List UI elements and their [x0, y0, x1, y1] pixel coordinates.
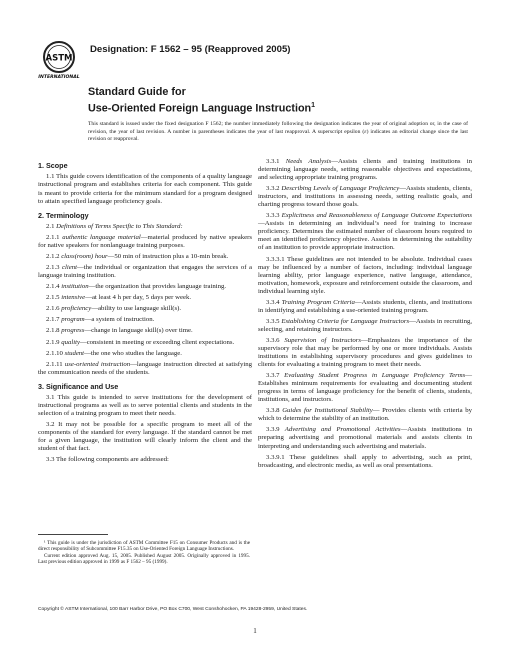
document-title [88, 86, 315, 116]
designation: Designation: F 1562 – 95 (Reapproved 2005) [90, 44, 291, 55]
section-1-heading: 1. Scope [38, 161, 68, 170]
para-3-3-3: 3.3.3 Explicitness and Reasonableness of Language Outcome Expectations—Assists in determining an individual’s need for training to increase proficiency. Determines the estimated number of classroom hours required to meet an identified proficiency objective. Assists in determining the suitability of an institution to provide appropriate instruction. [258, 212, 473, 252]
section-3-heading: 3. Significance and Use [38, 381, 119, 391]
footnote-2: Current edition approved Aug. 15, 2005. Published August 2005. Originally approved in 1995. Last previous edition approved in 1999 as F 1562 – 95 (1999). [38, 552, 250, 566]
para-3-3-6: 3.3.6 Supervision of Instructors—Emphasizes the importance of the supervisory role that may be performed by one or more individuals. Assists institutions in establishing supervisory procedures and gives guidelines to clients for evaluating a training program to meet their needs. [258, 336, 473, 369]
para-2-1-6: 2.1.6 proficiency—ability to use language skill(s). [46, 305, 182, 313]
section-2-heading: 2. Terminology [38, 210, 89, 220]
para-3-3-8: 3.3.8 Guides for Institutional Stability— Provides clients with criteria by which to determine the stability of an institution. [258, 407, 473, 423]
para-2-1: 2.1 Definitions of Terms Specific to This Standard: [46, 223, 183, 230]
para-2-1-10: 2.1.10 student—the one who studies the language. [46, 349, 182, 357]
para-3-3-9: 3.3.9 Advertising and Promotional Activities—Assists institutions in preparing advertising and promotional materials and assists clients in interpreting and understanding such advertising and materials. [258, 426, 473, 450]
para-3-3: 3.3 The following components are addressed: [46, 456, 169, 464]
footnote-divider [38, 534, 108, 535]
para-2-1-9: 2.1.9 quality—consistent in meeting or exceeding client expectations. [46, 338, 235, 346]
page-number: 1 [253, 627, 257, 635]
para-3-3-5: 3.3.5 Establishing Criteria for Language Instructors—Assists in recruiting, selecting, and retaining instructors. [258, 317, 473, 333]
para-3-2: 3.2 It may not be possible for a specific program to meet all of the components of the standard for every language. If the standard cannot be met for a given language, the institution will clearly inform the client and the student of that fact. [38, 421, 252, 453]
astm-logo [38, 38, 80, 80]
para-3-3-4: 3.3.4 Training Program Criteria—Assists students, clients, and institutions in identifying and establishing a use-oriented training program. [258, 298, 473, 314]
logo-subtext: INTERNATIONAL [38, 75, 80, 80]
para-2-1-5: 2.1.5 intensive—at least 4 h per day, 5 days per week. [46, 294, 192, 302]
para-1-1: 1.1 This guide covers identification of the components of a quality language instructional program and establishes criteria for each component. This guide is meant to provide criteria for the minimum standard for a program designed to attain specified language proficiency goals. [38, 173, 252, 205]
para-2-1-3: 2.1.3 client—the individual or organization that engages the services of a language training institution. [38, 264, 252, 280]
para-2-1-1: 2.1.1 authentic language material—material produced by native speakers for native speakers for nonlanguage training purposes. [38, 234, 252, 250]
title-footnote-mark: 1 [311, 102, 316, 109]
logo-text: ASTM [45, 53, 73, 64]
para-3-3-2: 3.3.2 Describing Levels of Language Proficiency—Assists students, clients, instructors, and institutions in assessing needs, setting realistic goals, and charting progress toward those goals. [258, 185, 472, 209]
para-3-3-9-1: 3.3.9.1 These guidelines shall apply to advertising, such as print, broadcasting, and electronic media, as well as oral presentations. [258, 453, 472, 469]
para-2-1-4: 2.1.4 institution—the organization that provides language training. [46, 283, 227, 291]
right-column [258, 158, 472, 470]
para-2-1-11: 2.1.11 use-oriented instruction—language instruction directed at satisfying the communication needs of the students. [38, 360, 253, 376]
title-line-2 [88, 99, 315, 116]
para-3-1: 3.1 This guide is intended to serve institutions for the development of instructional programs as well as to serve potential clients and students in the selection of a training program to meet their needs. [38, 394, 252, 418]
para-2-1-2: 2.1.2 class(room) hour—50 min of instruction plus a 10-min break. [46, 253, 229, 261]
issuance-note: This standard is issued under the fixed designation F 1562; the number immediately following the designation indicates the year of original adoption or, in the case of revision, the year of last revision. A number in parentheses indicates the year of last reapproval. A superscript epsilon (ε) indicates an editorial change since the last revision or reapproval. [88, 121, 468, 143]
footnote-1: ¹ This guide is under the jurisdiction of ASTM Committee F15 on Consumer Products and is the direct responsibility of Subcommittee F15.35 on Use-Oriented Foreign Language Instructions. [38, 540, 250, 553]
title-line-1: Standard Guide for [88, 86, 186, 98]
para-3-3-7: 3.3.7 Evaluating Student Progress in Language Proficiency Terms—Establishes minimum requirements for evaluating and documenting student progress in terms of language proficiency for the benefit of clients, students, institutions, and instructors. [258, 372, 472, 404]
left-column [38, 158, 252, 464]
title-main: Use-Oriented Foreign Language Instruction [88, 102, 312, 115]
astm-logo-icon [38, 38, 80, 80]
para-2-1-7: 2.1.7 program—a system of instruction. [46, 316, 155, 324]
footnotes [38, 540, 250, 566]
para-3-3-1: 3.3.1 Needs Analysis—Assists clients and training institutions in determining language needs, setting reasonable objectives and expectations, and selecting appropriate training programs. [258, 158, 472, 182]
para-3-3-3-1: 3.3.3.1 These guidelines are not intended to be absolute. Individual cases may be influenced by a number of factors, including: individual language learning ability, prior language experience, native language, attendance, motivation, homework, exposure and reinforcement outside the classroom, and individual learning style. [258, 255, 472, 295]
para-2-1-8: 2.1.8 progress—change in language skill(s) over time. [46, 327, 193, 335]
copyright: Copyright © ASTM International, 100 Barr Harbor Drive, PO Box C700, West Conshohocken, PA 19428-2959, United States. [38, 607, 308, 612]
